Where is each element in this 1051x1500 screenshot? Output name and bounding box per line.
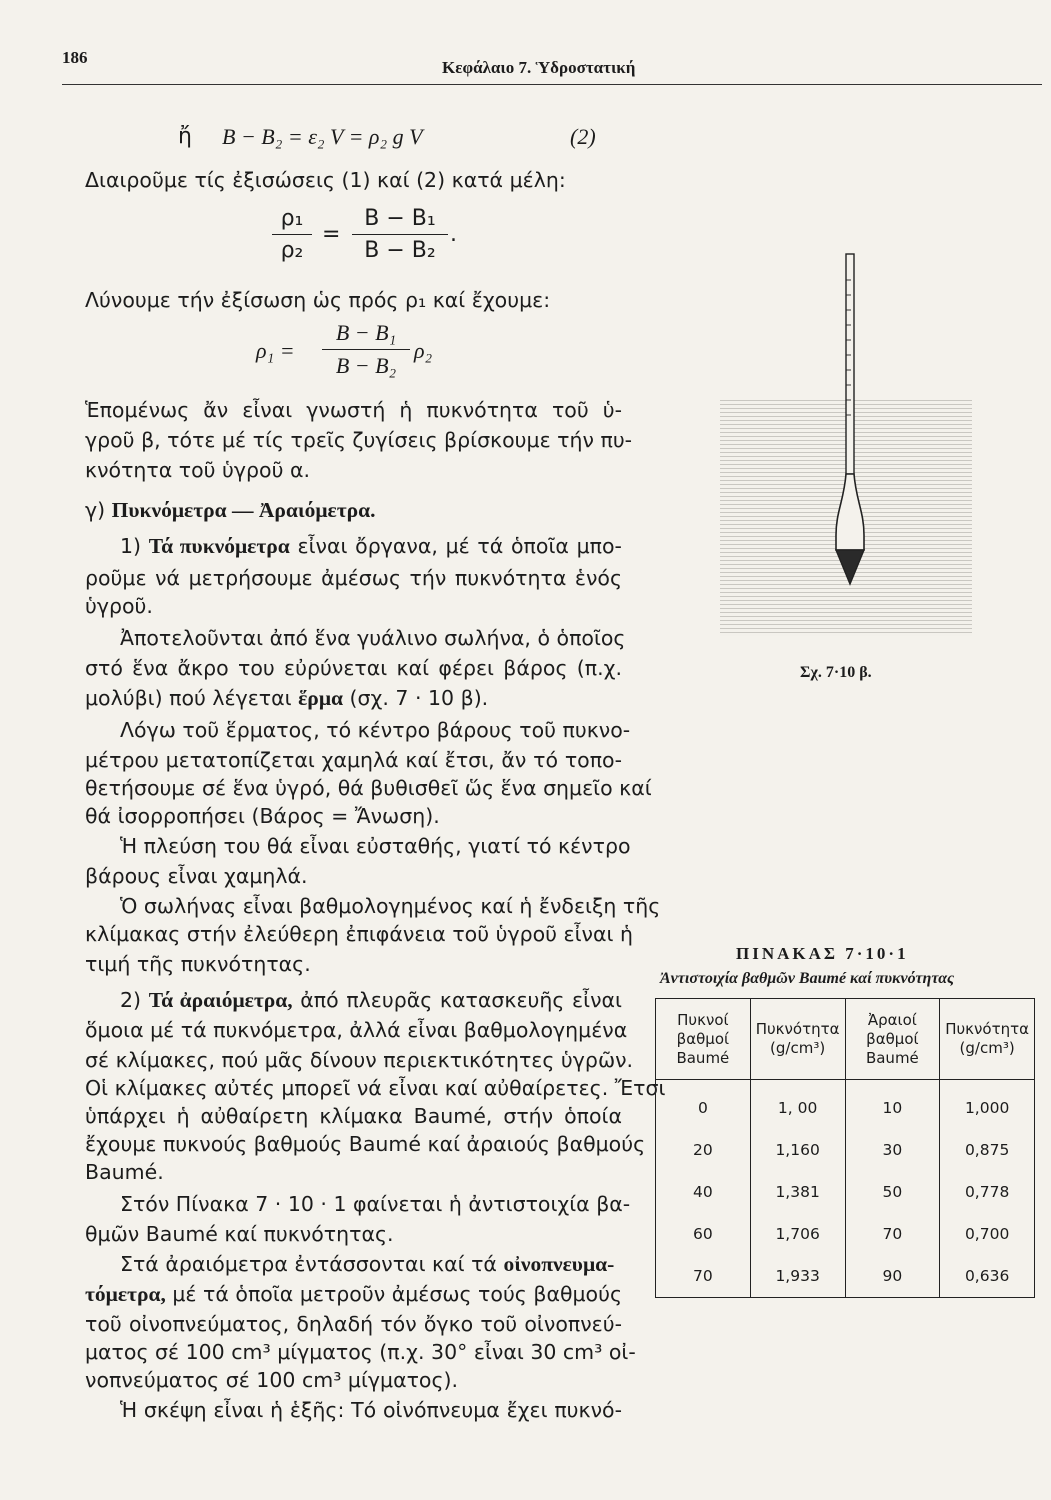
p7-line-3: σέ κλίμακες, πού μᾶς δίνουν περιεκτικότητες ὑγρῶν. <box>85 1048 634 1072</box>
p9-term-2: τόμετρα, <box>85 1282 166 1306</box>
p9-line-2 <box>85 1280 622 1308</box>
p2-rest: εἶναι ὄργανα, μέ τά ὁποῖα μπο- <box>297 534 622 558</box>
section-prefix: γ) <box>85 498 106 522</box>
p4-line-4: θά ἰσορροπήσει (Βάρος = Ἄνωση). <box>85 804 440 828</box>
ratio-right <box>352 206 448 263</box>
p2-num: 1) <box>120 534 142 558</box>
p5-line-1: Ἡ πλεύση του θά εἶναι εὐσταθής, γιατί τό κέντρο <box>120 834 631 858</box>
intro-solve: Λύνουμε τήν ἐξίσωση ὡς πρός ρ₁ καί ἔχουμε: <box>85 288 551 312</box>
p3-last-post: (σχ. 7 · 10 β). <box>349 686 489 710</box>
solution-fraction <box>322 320 410 379</box>
p9-line-2-rest: μέ τά ὁποῖα μετροῦν ἀμέσως τούς βαθμούς <box>172 1282 622 1306</box>
p4-line-1: Λόγω τοῦ ἕρματος, τό κέντρο βάρους τοῦ πυκνο- <box>120 718 631 742</box>
p2-line-1 <box>120 532 622 560</box>
ratio-right-den: B − B₂ <box>364 238 436 263</box>
p2-line-2: ροῦμε νά μετρήσουμε ἀμέσως τήν πυκνότητα ἑνός <box>85 566 622 590</box>
figure-caption: Σχ. 7·10 β. <box>800 664 872 681</box>
p7-line-1 <box>120 986 622 1014</box>
eq-or: ἤ <box>178 124 192 149</box>
header-dense-degrees: Πυκνοί βαθμοί Baumé <box>656 999 751 1080</box>
p7-num: 2) <box>120 988 142 1012</box>
ratio-left-num: ρ₁ <box>280 206 304 231</box>
chapter-title: Κεφάλαιο 7. Ὑδροστατική <box>442 58 636 77</box>
p3-line-3 <box>85 684 622 712</box>
p7-line-7: Baumé. <box>85 1160 164 1184</box>
p7-line-5: ὑπάρχει ἡ αὐθαίρετη κλίμακα Baumé, στήν ὁποία <box>85 1104 622 1128</box>
p3-term: ἕρμα <box>298 686 344 710</box>
p7-term: Τά ἀραιόμετρα, <box>148 988 293 1012</box>
p10-line-1: Ἡ σκέψη εἶναι ἡ ἑξῆς: Τό οἰνόπνευμα ἔχει πυκνό- <box>120 1398 622 1422</box>
p3-line-1: Ἀποτελοῦνται ἀπό ἕνα γυάλινο σωλήνα, ὁ ὁποῖος <box>120 626 626 650</box>
p6-line-1: Ὁ σωλήνας εἶναι βαθμολογημένος καί ἡ ἔνδειξη τῆς <box>120 894 661 918</box>
ratio-end: . <box>450 222 457 247</box>
header-density-2: Πυκνότητα (g/cm³) <box>940 999 1035 1080</box>
p7-line-4: Οἱ κλίμακες αὐτές μπορεῖ νά εἶναι καί αὐθαίρετες. Ἔτσι <box>85 1076 666 1100</box>
table-title: ΠΙΝΑΚΑΣ 7·10·1 <box>736 944 909 963</box>
table-row: 70 1,933 90 0,636 <box>656 1255 1035 1298</box>
header-light-degrees: Ἀραιοί βαθμοί Baumé <box>845 999 940 1080</box>
p9-line-1 <box>120 1250 622 1278</box>
solution-den: B − B₂ <box>335 353 397 378</box>
section-title: Πυκνόμετρα — Ἀραιόμετρα. <box>111 498 376 522</box>
p2-line-3: ὑγροῦ. <box>85 594 153 618</box>
table-row: 20 1,160 30 0,875 <box>656 1129 1035 1171</box>
p8-line-1: Στόν Πίνακα 7 · 10 · 1 φαίνεται ἡ ἀντιστοιχία βα- <box>120 1192 631 1216</box>
p1-line-3: κνότητα τοῦ ὑγροῦ α. <box>85 458 310 482</box>
table-row: 60 1,706 70 0,700 <box>656 1213 1035 1255</box>
table-row: 0 1, 00 10 1,000 <box>656 1080 1035 1130</box>
equation-2-number: (2) <box>570 124 596 149</box>
page-number: 186 <box>62 48 88 67</box>
table-subtitle: Ἀντιστοιχία βαθμῶν Baumé καί πυκνότητας <box>660 970 955 987</box>
header-rule <box>62 84 1042 85</box>
p2-term: Τά πυκνόμετρα <box>148 534 290 558</box>
p7-line-2: ὅμοια μέ τά πυκνόμετρα, ἀλλά εἶναι βαθμολογημένα <box>85 1018 628 1042</box>
p1-line-2: γροῦ β, τότε μέ τίς τρεῖς ζυγίσεις βρίσκουμε τήν πυ- <box>85 428 633 452</box>
table-row: 40 1,381 50 0,778 <box>656 1171 1035 1213</box>
ratio-left-den: ρ₂ <box>280 238 304 263</box>
pycnometer-illustration <box>820 250 880 590</box>
p8-line-2: θμῶν Baumé καί πυκνότητας. <box>85 1222 394 1246</box>
ratio-right-num: B − B₁ <box>364 206 436 231</box>
header-density-1: Πυκνότητα (g/cm³) <box>750 999 845 1080</box>
p1-line-1: Ἑπομένως ἄν εἶναι γνωστή ἡ πυκνότητα τοῦ ὑ- <box>85 398 622 422</box>
solution-lhs: ρ₁ = <box>256 338 295 363</box>
ratio-eq: = <box>322 222 341 247</box>
p5-line-2: βάρους εἶναι χαμηλά. <box>85 864 308 888</box>
solution-num: B − B₁ <box>335 320 397 345</box>
p6-line-2: κλίμακας στήν ἐλεύθερη ἐπιφάνεια τοῦ ὑγροῦ εἶναι ἡ <box>85 922 633 946</box>
p3-last-pre: μολύβι) πού λέγεται <box>85 686 292 710</box>
p4-line-2: μέτρου μετατοπίζεται χαμηλά καί ἔτσι, ἄν τό τοπο- <box>85 748 622 772</box>
solution-rhs: ρ₂ <box>414 338 433 363</box>
p9-line-1-text: Στά ἀραιόμετρα ἐντάσσονται καί τά <box>120 1252 497 1276</box>
table-header-row <box>656 999 1035 1080</box>
p7-line-6: ἔχουμε πυκνούς βαθμούς Baumé καί ἀραιούς βαθμούς <box>85 1132 646 1156</box>
baume-density-table <box>655 998 1035 1298</box>
equation-2: B − B₂ = ε₂ V = ρ₂ g V <box>222 124 423 149</box>
p4-line-3: θετήσουμε σέ ἕνα ὑγρό, θά βυθισθεῖ ὥς ἕνα σημεῖο καί <box>85 776 652 800</box>
p6-line-3: τιμή τῆς πυκνότητας. <box>85 952 311 976</box>
ratio-left <box>272 206 312 263</box>
intro-divide: Διαιροῦμε τίς ἐξισώσεις (1) καί (2) κατά μέλη: <box>85 168 566 192</box>
section-heading <box>85 496 622 524</box>
p3-line-2: στό ἕνα ἄκρο του εὐρύνεται καί φέρει βάρος (π.χ. <box>85 656 622 680</box>
p7-rest: ἀπό πλευρᾶς κατασκευῆς εἶναι <box>300 988 622 1012</box>
p9-line-5: νοπνεύματος σέ 100 cm³ μίγματος). <box>85 1368 459 1392</box>
p9-term-1: οἰνοπνευμα- <box>503 1252 615 1276</box>
p9-line-4: ματος σέ 100 cm³ μίγματος (π.χ. 30° εἶναι 30 cm³ οἰ- <box>85 1340 636 1364</box>
p9-line-3: τοῦ οἰνοπνεύματος, δηλαδή τόν ὄγκο τοῦ οἰνοπνεύ- <box>85 1312 622 1336</box>
